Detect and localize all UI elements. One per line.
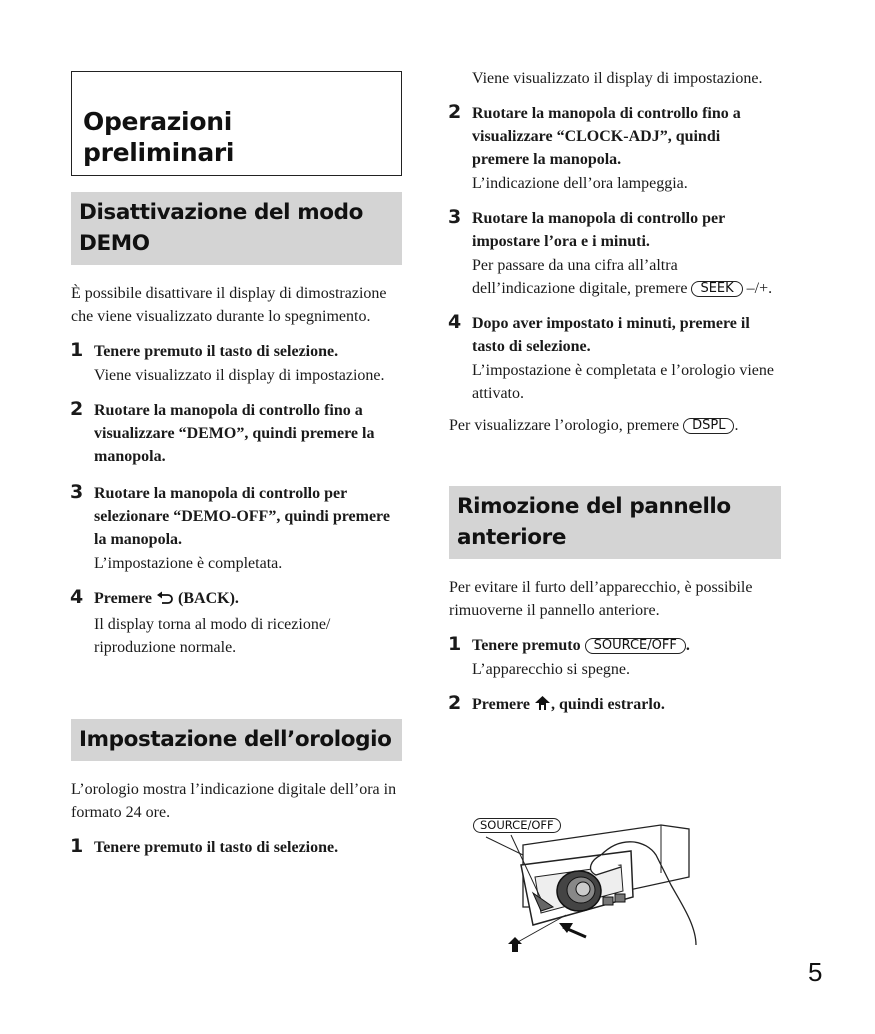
demo-step-1: 1 Tenere premuto il tasto di selezione. Viene visualizzato il display di impostazione.: [70, 339, 385, 384]
section-heading-clock: [71, 719, 402, 761]
section-heading-demo: [71, 192, 402, 265]
seek-key: SEEK: [691, 281, 742, 297]
demo-step-3: 3 Ruotare la manopola di controllo per selezionare “DEMO-OFF”, quindi premere la manopola. L’impostazione è completata.: [70, 481, 390, 572]
back-icon: [156, 589, 174, 612]
demo-intro: È possibile disattivare il display di dimostrazione che viene visualizzato durante lo spegnimento.: [71, 285, 387, 325]
page-number: 5: [808, 957, 823, 987]
section-heading-panel: [449, 486, 781, 559]
demo-step-4: 4 Premere (BACK). Il display torna al modo di ricezione/ riproduzione normale.: [70, 586, 331, 656]
illustration-source-off-label: SOURCE/OFF: [473, 818, 561, 833]
panel-heading: Rimozione del pannello anteriore: [457, 494, 731, 550]
clock-step-3: 3 Ruotare la manopola di controllo per impostare l’ora e i minuti. Per passare da una cifra all’altra dell’indicazione digitale, premere SEEK –/+.: [448, 206, 773, 297]
clock-outro: Per visualizzare l’orologio, premere DSPL .: [449, 417, 739, 434]
dspl-key: DSPL: [683, 418, 734, 434]
demo-heading: Disattivazione del modo DEMO: [79, 200, 363, 256]
car-stereo-drawing: [471, 815, 711, 960]
release-icon: [534, 695, 551, 718]
clock-step-2: 2 Ruotare la manopola di controllo fino a visualizzare “CLOCK-ADJ”, quindi premere la manopola. L’indicazione dell’ora lampeggia.: [448, 101, 741, 192]
left-column: [71, 71, 402, 859]
clock-step-1: 1 Tenere premuto il tasto di selezione.: [70, 835, 339, 857]
panel-intro: Per evitare il furto dell’apparecchio, è possibile rimuoverne il pannello anteriore.: [449, 579, 753, 619]
clock-intro: L’orologio mostra l’indicazione digitale dell’ora in formato 24 ore.: [71, 781, 397, 821]
panel-step-1: 1 Tenere premuto SOURCE/OFF . L’apparecchio si spegne.: [448, 633, 690, 678]
clock-step-1-result: Viene visualizzato il display di impostazione.: [472, 70, 763, 87]
clock-step-4: 4 Dopo aver impostato i minuti, premere il tasto di selezione. L’impostazione è completata e l’orologio viene attivato.: [448, 311, 774, 402]
demo-step-2: 2 Ruotare la manopola di controllo fino a visualizzare “DEMO”, quindi premere la manopola.: [70, 398, 375, 465]
chapter-title: Operazioni preliminari: [83, 107, 235, 167]
right-column: [449, 66, 781, 718]
panel-step-2: 2 Premere , quindi estrarlo.: [449, 693, 781, 718]
panel-removal-illustration: [471, 815, 711, 960]
clock-heading: Impostazione dell’orologio: [79, 727, 392, 752]
chapter-title-box: [71, 71, 402, 176]
source-off-key: SOURCE/OFF: [585, 638, 686, 654]
